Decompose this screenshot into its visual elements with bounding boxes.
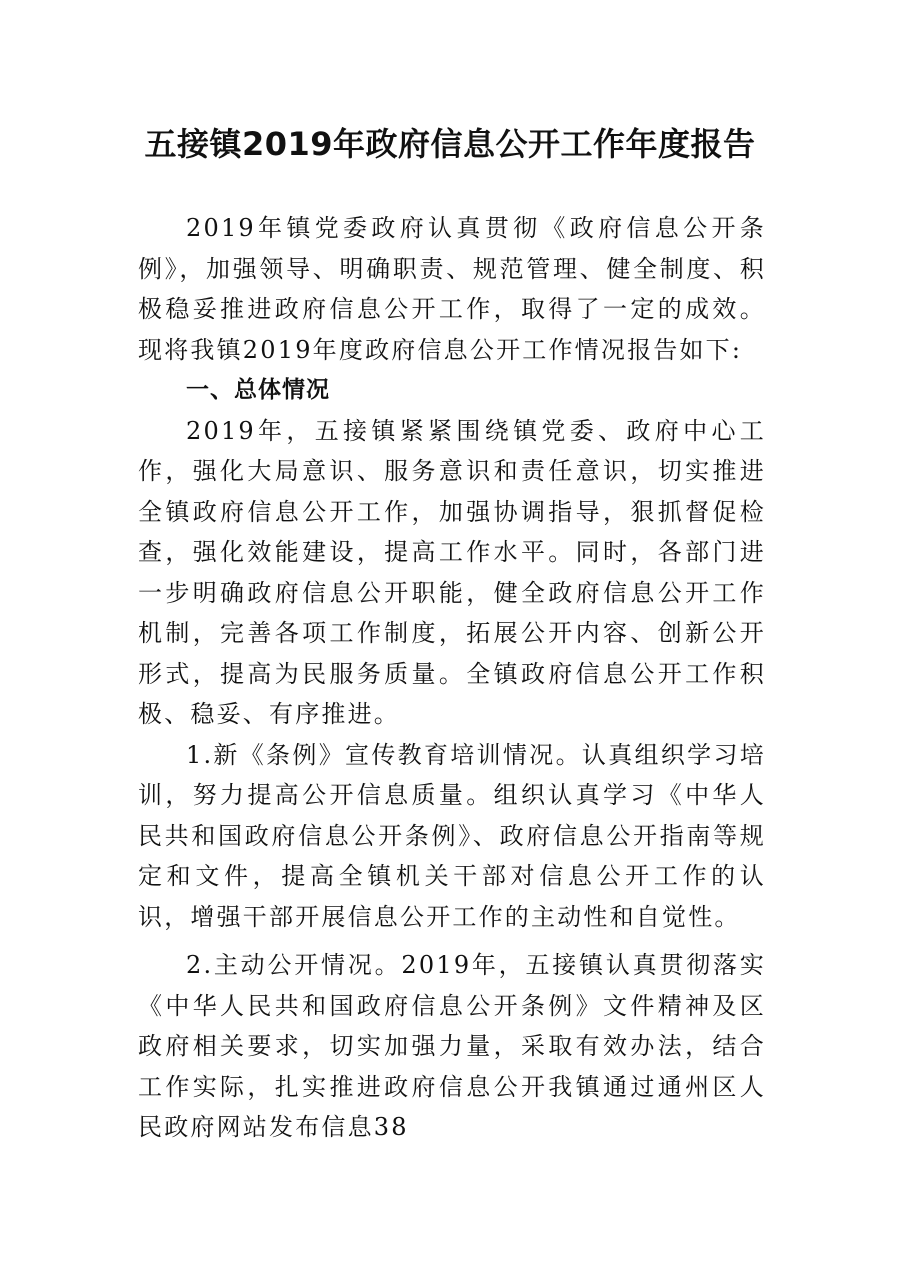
section-heading-overview: 一、总体情况 — [186, 377, 330, 403]
paragraph-gap — [138, 937, 766, 945]
item-2-paragraph: 2.主动公开情况。2019年，五接镇认真贯彻落实《中华人民共和国政府信息公开条例》文件精神及区政府相关要求，切实加强力量，采取有效办法，结合工作实际，扎实推进政府信息公开我镇通过通州区人民政府网站发布信息38 — [138, 951, 766, 1141]
overview-paragraph: 2019年，五接镇紧紧围绕镇党委、政府中心工作，强化大局意识、服务意识和责任意识，切实推进全镇政府信息公开工作，加强协调指导，狠抓督促检查，强化效能建设，提高工作水平。同时，各部门进一步明确政府信息公开职能，健全政府信息公开工作机制，完善各项工作制度，拓展公开内容、创新公开形式，提高为民服务质量。全镇政府信息公开工作积极、稳妥、有序推进。 — [138, 416, 766, 728]
intro-paragraph: 2019年镇党委政府认真贯彻《政府信息公开条例》，加强领导、明确职责、规范管理、健全制度、积极稳妥推进政府信息公开工作，取得了一定的成效。现将我镇2019年度政府信息公开工作情况报告如下: — [138, 214, 766, 364]
document-title: 五接镇2019年政府信息公开工作年度报告 — [144, 125, 756, 163]
item-1-paragraph: 1.新《条例》宣传教育培训情况。认真组织学习培训，努力提高公开信息质量。组织认真学习《中华人民共和国政府信息公开条例》、政府信息公开指南等规定和文件，提高全镇机关干部对信息公开工作的认识，增强干部开展信息公开工作的主动性和自觉性。 — [138, 740, 766, 931]
document-body — [138, 208, 766, 1148]
